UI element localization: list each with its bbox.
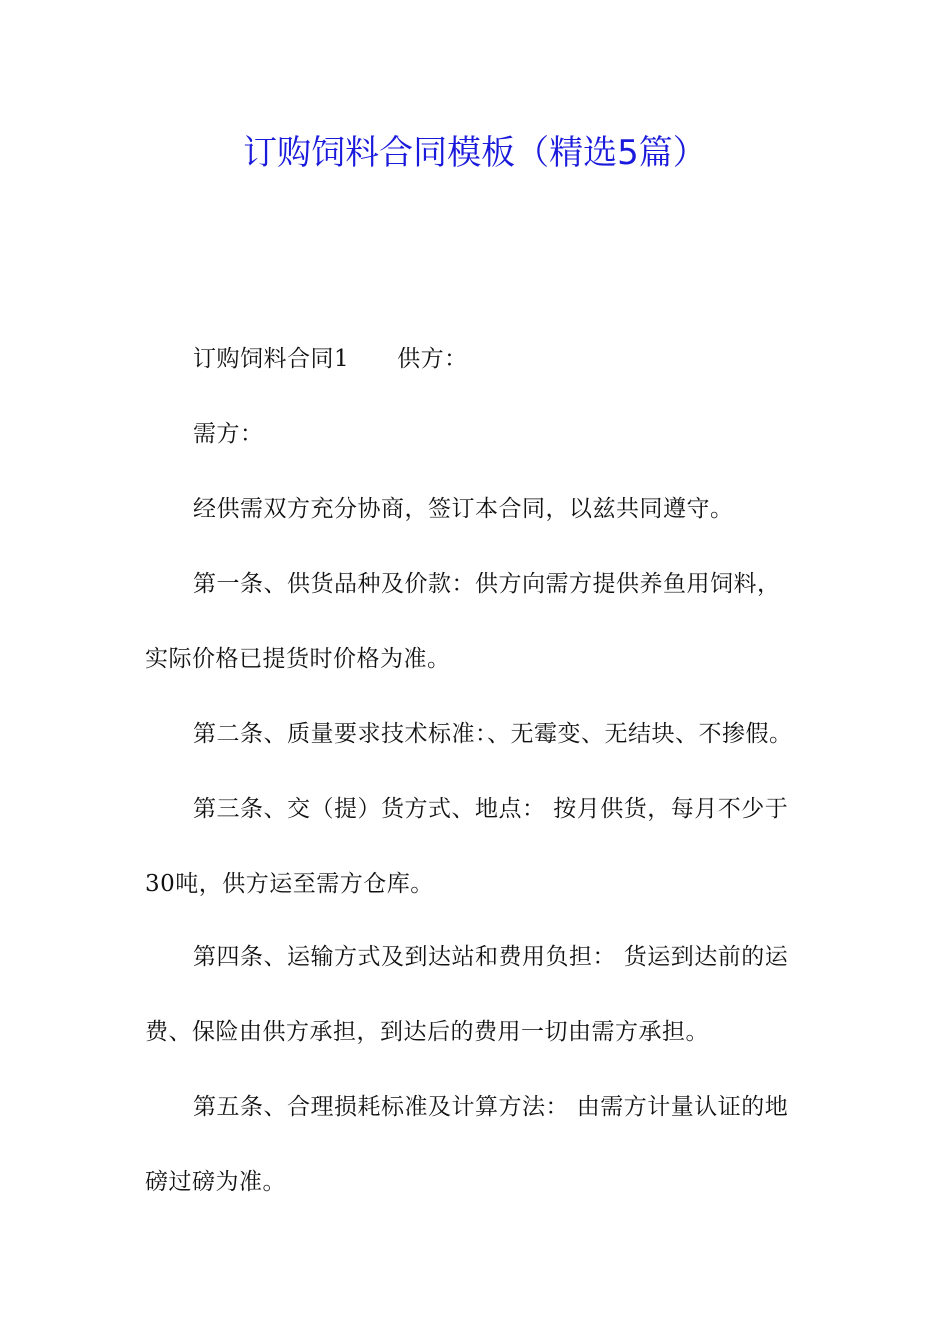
contract-heading-line	[193, 342, 468, 376]
supplier-label: 供方：	[397, 346, 468, 372]
article-5-line-1: 第五条、合理损耗标准及计算方法： 由需方计量认证的地	[193, 1094, 789, 1120]
article-4-line-1: 第四条、运输方式及到达站和费用负担： 货运到达前的运	[193, 944, 789, 970]
article-2: 第二条、质量要求技术标准：、无霉变、无结块、不掺假。	[193, 721, 793, 747]
article-4-line-2: 费、保险由供方承担，到达后的费用一切由需方承担。	[145, 1019, 709, 1045]
intro-paragraph: 经供需双方充分协商，签订本合同，以兹共同遵守。	[193, 496, 734, 522]
contract-heading: 订购饲料合同1	[193, 346, 350, 372]
buyer-label: 需方：	[193, 421, 264, 447]
article-3-line-2: 30吨，供方运至需方仓库。	[145, 871, 434, 897]
article-1-line-2: 实际价格已提货时价格为准。	[145, 646, 451, 672]
article-3-line-1: 第三条、交（提）货方式、地点： 按月供货，每月不少于	[193, 796, 789, 822]
article-5-line-2: 磅过磅为准。	[145, 1169, 286, 1195]
document-title: 订购饲料合同模板（精选5篇）	[243, 133, 707, 173]
article-1-line-1: 第一条、供货品种及价款：供方向需方提供养鱼用饲料，	[193, 571, 781, 597]
